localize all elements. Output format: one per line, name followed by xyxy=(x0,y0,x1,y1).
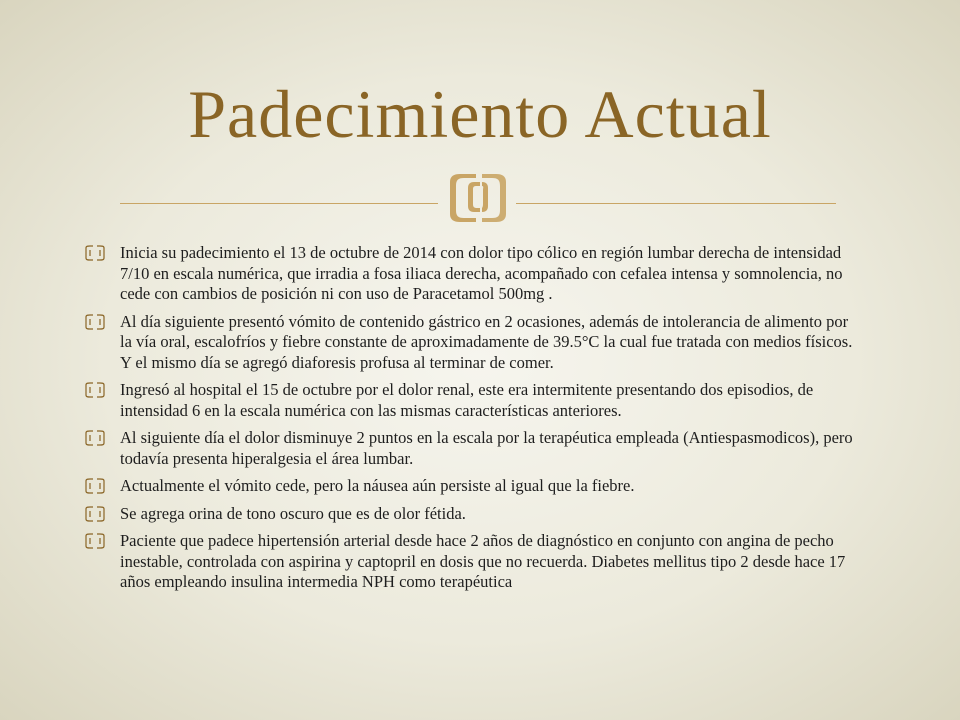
bullet-text: Al día siguiente presentó vómito de contenido gástrico en 2 ocasiones, además de intolerancia de alimento por la vía oral, escalofríos y fiebre constante de aproximadamente de 39.5°C la cual fue tratada con medios físicos. Y el mismo día se agregó diaforesis profusa al terminar de comer. xyxy=(120,311,853,372)
title-divider xyxy=(120,170,836,230)
divider-line-left xyxy=(120,203,438,204)
list-item xyxy=(84,428,854,469)
bullet-text: Ingresó al hospital el 15 de octubre por el dolor renal, este era intermitente presentando dos episodios, de intensidad 6 en la escala numérica con las mismas características anteriores. xyxy=(120,380,814,420)
bullet-text: Paciente que padece hipertensión arterial desde hace 2 años de diagnóstico en conjunto con angina de pecho inestable, controlada con aspirina y captopril en dosis que no recuerda. Diabetes mellitus tipo 2 desde hace 17 años empleando insulina intermedia NPH como terapéutica xyxy=(120,531,846,591)
bullet-list xyxy=(84,243,854,600)
quote-bullet-icon xyxy=(84,506,106,522)
bullet-text: Al siguiente día el dolor disminuye 2 puntos en la escala por la terapéutica empleada (Antiespasmodicos), pero todavía presenta hiperalgesia el área lumbar. xyxy=(120,428,853,468)
list-item xyxy=(84,531,854,593)
quote-ornament-icon xyxy=(442,170,514,226)
list-item xyxy=(84,380,854,421)
quote-bullet-icon xyxy=(84,382,106,398)
list-item xyxy=(84,312,854,374)
list-item xyxy=(84,243,854,305)
quote-bullet-icon xyxy=(84,533,106,549)
quote-bullet-icon xyxy=(84,245,106,261)
quote-bullet-icon xyxy=(84,430,106,446)
bullet-text: Inicia su padecimiento el 13 de octubre de 2014 con dolor tipo cólico en región lumbar derecha de intensidad 7/10 en escala numérica, que irradia a fosa iliaca derecha, acompañado con cefalea intensa y somnolencia, no cede con cambios de posición ni con uso de Paracetamol 500mg . xyxy=(120,243,843,303)
quote-bullet-icon xyxy=(84,314,106,330)
slide-title: Padecimiento Actual xyxy=(188,76,772,152)
list-item xyxy=(84,476,854,497)
divider-line-right xyxy=(516,203,836,204)
quote-bullet-icon xyxy=(84,478,106,494)
bullet-text: Se agrega orina de tono oscuro que es de olor fétida. xyxy=(120,503,466,523)
bullet-text: Actualmente el vómito cede, pero la náusea aún persiste al igual que la fiebre. xyxy=(120,476,635,495)
list-item xyxy=(84,504,854,525)
